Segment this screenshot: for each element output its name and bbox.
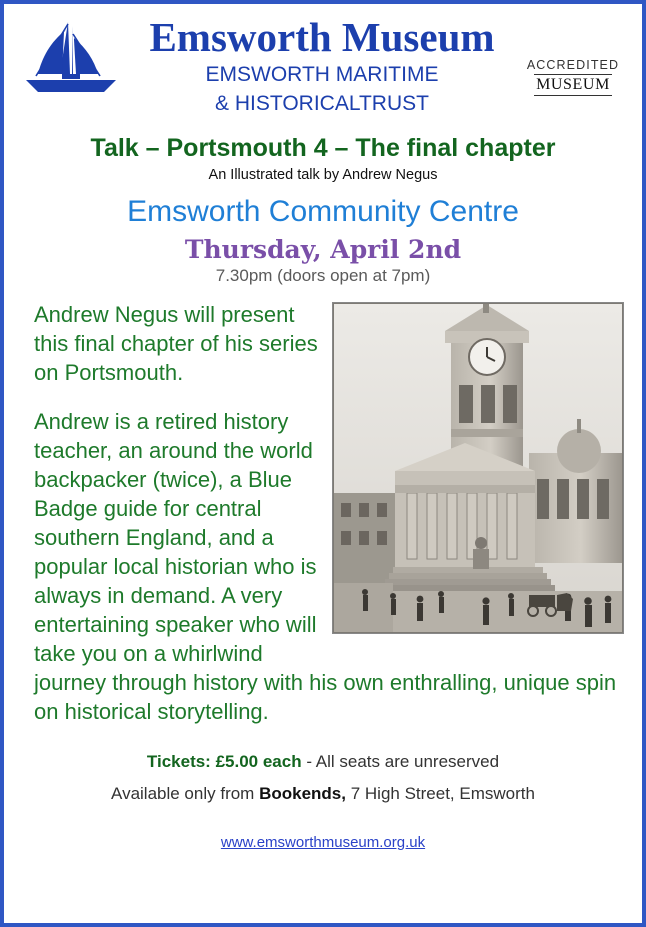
event-date: Thursday, April 2nd [184, 234, 462, 264]
tickets-price: Tickets: £5.00 each [146, 751, 302, 771]
availability-suffix: 7 High Street, Emsworth [345, 783, 535, 803]
talk-title: Talk – Portsmouth 4 – The final chapter [90, 133, 556, 162]
accredited-label: ACCREDITED [526, 58, 620, 72]
body-paragraph-1: Andrew Negus will present this final chapter of his series on Portsmouth. [34, 301, 318, 385]
sailing-boat-icon [16, 20, 126, 106]
availability-prefix: Available only from [111, 783, 260, 803]
website-line [12, 834, 634, 851]
availability-line [12, 784, 634, 804]
museum-subtitle-line2: & HISTORICALTRUST [215, 92, 429, 116]
talk-subtitle: An Illustrated talk by Andrew Negus [208, 166, 438, 183]
museum-subtitle-line1: EMSWORTH MARITIME [205, 63, 439, 87]
museum-logo [16, 14, 126, 111]
tickets-line [12, 752, 634, 772]
accredited-museum-badge [518, 58, 628, 96]
guildhall-photo [332, 302, 624, 634]
event-time: 7.30pm (doors open at 7pm) [215, 265, 431, 285]
historic-building-photo-illustration [333, 303, 623, 633]
event-venue: Emsworth Community Centre [127, 194, 519, 228]
tickets-note: - All seats are unreserved [301, 751, 500, 771]
accredited-museum-word: MUSEUM [534, 74, 612, 96]
museum-titles [126, 16, 518, 118]
availability-shop: Bookends, [259, 783, 346, 803]
museum-website-link[interactable]: www.emsworthmuseum.org.uk [220, 833, 426, 851]
museum-title: Emsworth Museum [149, 14, 495, 60]
body-paragraph-2: Andrew is a retired history teacher, an around the world backpacker (twice), a Blue Badge guide for central southern England, and a popular local historian who is always in demand. A very entertaining speaker who will take you on a whirlwind journey through history with his own enthralling, unique spin on historical storytelling. [34, 408, 617, 724]
poster-body [12, 300, 634, 726]
poster-header [12, 10, 634, 118]
